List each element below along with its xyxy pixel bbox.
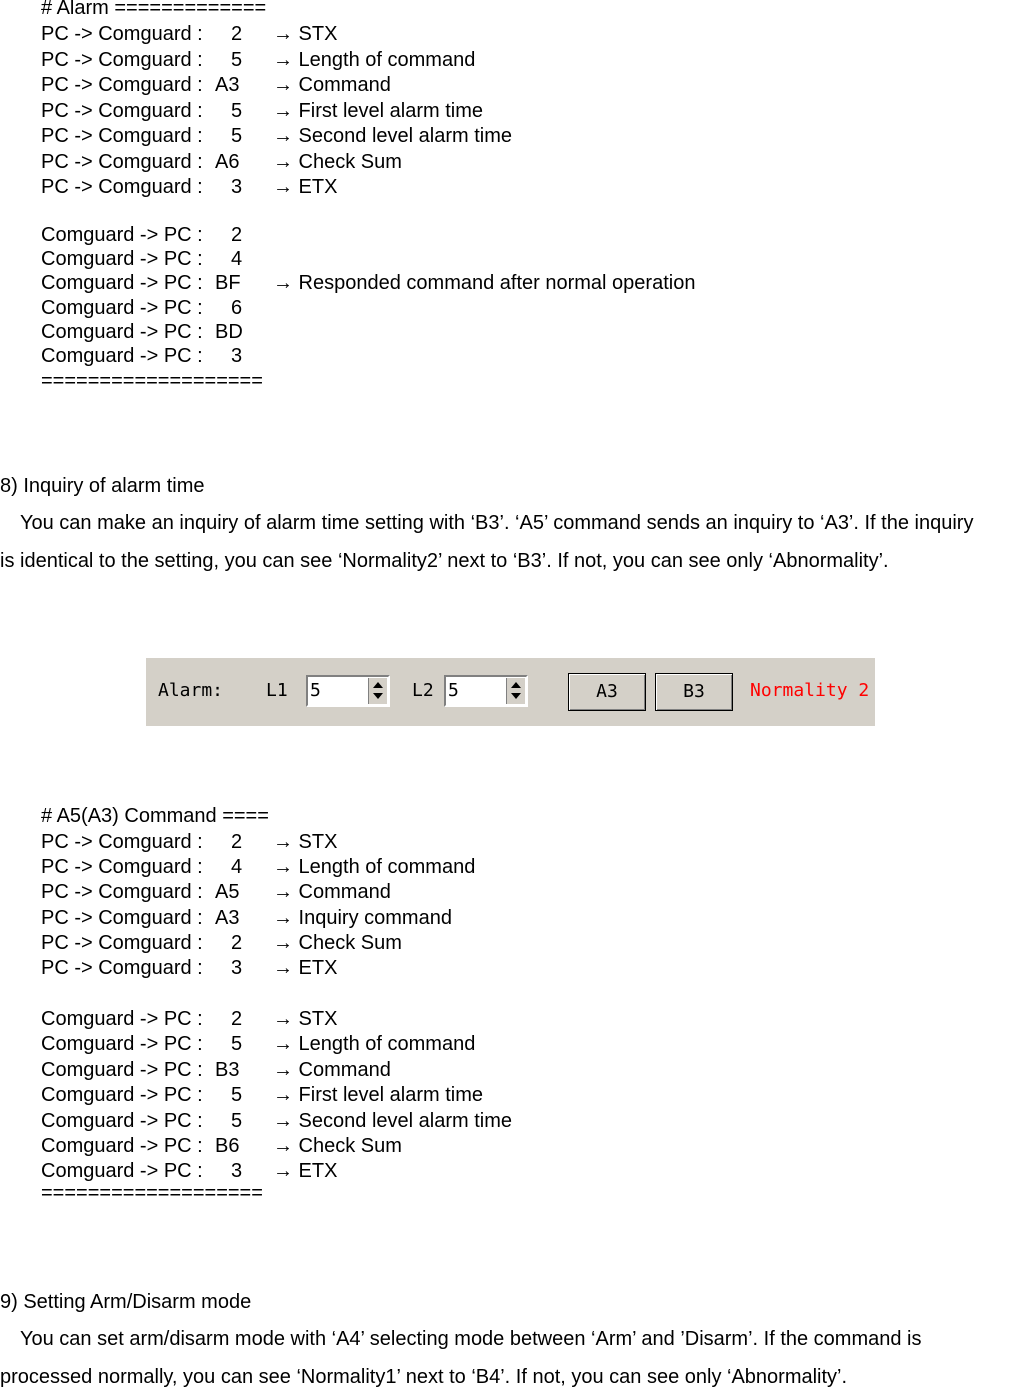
- line-value: 3: [231, 957, 243, 979]
- line-value: 6: [231, 296, 243, 319]
- alarm-settings-panel: [146, 658, 875, 726]
- line-value: B3: [215, 1058, 240, 1081]
- line-description: → STX: [273, 23, 338, 45]
- line-value: 2: [231, 23, 243, 45]
- section9-para-line2: processed normally, you can see ‘Normality1’ next to ‘B4’. If not, you can see only ‘Abnormality’.: [0, 1366, 848, 1388]
- line-description: → STX: [273, 831, 338, 853]
- line-prefix: Comguard -> PC :: [41, 1160, 203, 1183]
- status-label: Normality 2: [750, 680, 870, 701]
- section9-paragraph: [0, 1320, 1021, 1396]
- l1-value: 5: [310, 680, 321, 701]
- a3-button[interactable]: A3: [568, 673, 646, 711]
- line-description: → Command: [273, 74, 391, 96]
- line-value: 3: [231, 345, 243, 367]
- line-description: → Command: [273, 1058, 391, 1081]
- line-prefix: Comguard -> PC :: [41, 248, 203, 271]
- section8-para-line2: is identical to the setting, you can see ‘Normality2’ next to ‘B3’. If not, you can see only ‘Abnormality’.: [0, 550, 889, 572]
- line-value: 4: [231, 248, 243, 271]
- line-prefix: PC -> Comguard :: [41, 931, 203, 954]
- line-value: 5: [231, 125, 243, 147]
- line-value: 2: [231, 831, 243, 853]
- line-prefix: PC -> Comguard :: [41, 74, 203, 96]
- line-prefix: PC -> Comguard :: [41, 831, 203, 853]
- line-description: → ETX: [273, 1160, 338, 1183]
- line-description: → ETX: [273, 957, 338, 979]
- line-value: 3: [231, 1160, 243, 1183]
- spin-down-icon[interactable]: [373, 693, 383, 699]
- line-prefix: PC -> Comguard :: [41, 957, 203, 979]
- line-prefix: Comguard -> PC :: [41, 1084, 203, 1107]
- line-value: 5: [231, 99, 243, 122]
- section8-heading: 8) Inquiry of alarm time: [0, 475, 205, 497]
- line-description: → Check Sum: [273, 1135, 402, 1157]
- line-description: → Length of command: [273, 1033, 476, 1056]
- l2-label: L2: [412, 680, 434, 701]
- alarm-label: Alarm:: [158, 680, 224, 701]
- line-prefix: PC -> Comguard :: [41, 125, 203, 147]
- a5-footer: ===================: [41, 1182, 263, 1204]
- l2-spin-buttons[interactable]: [506, 678, 525, 704]
- spin-down-icon[interactable]: [511, 693, 521, 699]
- section9-heading: 9) Setting Arm/Disarm mode: [0, 1291, 252, 1313]
- spin-up-icon[interactable]: [511, 682, 521, 688]
- line-description: → Second level alarm time: [273, 1109, 512, 1132]
- alarm-header: # Alarm =============: [41, 0, 267, 19]
- line-description: → Check Sum: [273, 150, 402, 173]
- line-description: → Responded command after normal operation: [273, 272, 696, 295]
- line-prefix: Comguard -> PC :: [41, 320, 203, 343]
- l1-spinbox[interactable]: [306, 675, 390, 707]
- line-prefix: PC -> Comguard :: [41, 99, 203, 122]
- line-value: 2: [231, 931, 243, 954]
- line-prefix: Comguard -> PC :: [41, 1008, 203, 1030]
- line-value: 5: [231, 48, 243, 71]
- l1-spin-buttons[interactable]: [368, 678, 387, 704]
- section8-paragraph: [0, 504, 1021, 580]
- line-prefix: PC -> Comguard :: [41, 48, 203, 71]
- line-prefix: Comguard -> PC :: [41, 1033, 203, 1056]
- alarm-footer: ===================: [41, 370, 263, 392]
- line-value: BF: [215, 272, 241, 295]
- line-description: → First level alarm time: [273, 99, 484, 122]
- line-description: → Command: [273, 881, 391, 904]
- line-description: → Length of command: [273, 856, 476, 879]
- line-value: 5: [231, 1084, 243, 1107]
- line-value: A3: [215, 74, 240, 96]
- line-value: 5: [231, 1033, 243, 1056]
- section8-para-line1: You can make an inquiry of alarm time setting with ‘B3’. ‘A5’ command sends an inquiry to ‘A3’. If the inquiry: [20, 512, 974, 534]
- b3-button[interactable]: B3: [655, 673, 733, 711]
- line-description: → STX: [273, 1008, 338, 1030]
- line-prefix: Comguard -> PC :: [41, 224, 203, 246]
- l2-spinbox[interactable]: [444, 675, 528, 707]
- line-value: 5: [231, 1109, 243, 1132]
- line-description: → Length of command: [273, 48, 476, 71]
- l1-label: L1: [266, 680, 288, 701]
- line-description: → First level alarm time: [273, 1084, 484, 1107]
- line-prefix: PC -> Comguard :: [41, 176, 203, 198]
- line-description: → Second level alarm time: [273, 125, 512, 147]
- line-prefix: PC -> Comguard :: [41, 906, 203, 929]
- line-prefix: Comguard -> PC :: [41, 1058, 203, 1081]
- line-prefix: Comguard -> PC :: [41, 1135, 203, 1157]
- line-description: → Check Sum: [273, 931, 402, 954]
- a5-header: # A5(A3) Command ====: [41, 805, 269, 827]
- line-value: 2: [231, 1008, 243, 1030]
- spin-up-icon[interactable]: [373, 682, 383, 688]
- l2-value: 5: [448, 680, 459, 701]
- line-prefix: Comguard -> PC :: [41, 272, 203, 295]
- line-prefix: Comguard -> PC :: [41, 345, 203, 367]
- line-prefix: Comguard -> PC :: [41, 296, 203, 319]
- line-value: 4: [231, 856, 243, 879]
- line-description: → Inquiry command: [273, 906, 452, 929]
- line-prefix: PC -> Comguard :: [41, 23, 203, 45]
- line-prefix: Comguard -> PC :: [41, 1109, 203, 1132]
- line-prefix: PC -> Comguard :: [41, 856, 203, 879]
- line-value: B6: [215, 1135, 240, 1157]
- line-value: A3: [215, 906, 240, 929]
- line-value: 2: [231, 224, 243, 246]
- section9-para-line1: You can set arm/disarm mode with ‘A4’ selecting mode between ‘Arm’ and ’Disarm’. If the command is: [20, 1328, 922, 1350]
- line-value: A5: [215, 881, 240, 904]
- line-prefix: PC -> Comguard :: [41, 881, 203, 904]
- line-description: → ETX: [273, 176, 338, 198]
- line-value: A6: [215, 150, 240, 173]
- line-prefix: PC -> Comguard :: [41, 150, 203, 173]
- line-value: BD: [215, 320, 243, 343]
- line-value: 3: [231, 176, 243, 198]
